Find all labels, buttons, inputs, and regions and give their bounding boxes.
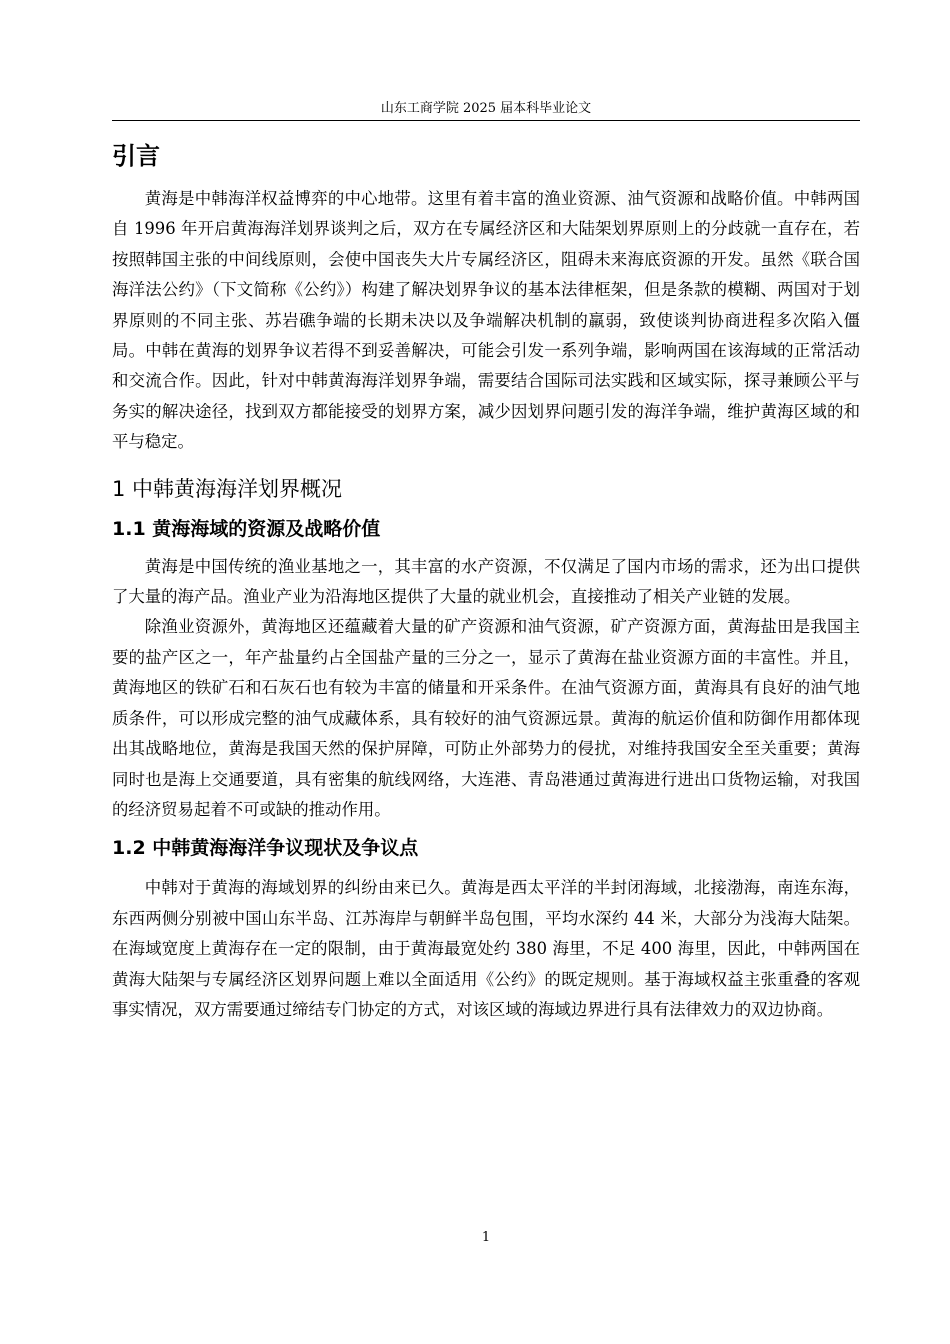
header-rule — [112, 120, 860, 121]
section-1-2-title: 1.2 中韩黄海海洋争议现状及争议点 — [112, 837, 419, 860]
chapter-1-title: 1 中韩黄海海洋划界概况 — [112, 476, 343, 501]
intro-paragraph: 黄海是中韩海洋权益博弈的中心地带。这里有着丰富的渔业资源、油气资源和战略价值。中韩两国自 1996 年开启黄海海洋划界谈判之后，双方在专属经济区和大陆架划界原则上的分歧就一直存在，若按照韩国主张的中间线原则，会使中国丧失大片专属经济区，阻碍未来海底资源的开发。虽然《联合国海洋法公约》（下文简称《公约》）构建了解决划界争议的基本法律框架，但是条款的模糊、两国对于划界原则的不同主张、苏岩礁争端的长期未决以及争端解决机制的羸弱，致使谈判协商进程多次陷入僵局。中韩在黄海的划界争议若得不到妥善解决，可能会引发一系列争端，影响两国在该海域的正常活动和交流合作。因此，针对中韩黄海海洋划界争端，需要结合国际司法实践和区域实际，探寻兼顾公平与务实的解决途径，找到双方都能接受的划界方案，减少因划界问题引发的海洋争端，维护黄海区域的和平与稳定。 — [112, 189, 860, 452]
running-header: 山东工商学院 2025 届本科毕业论文 — [380, 101, 592, 116]
intro-title: 引言 — [112, 142, 160, 170]
section-1-2-paragraph-1: 中韩对于黄海的海域划界的纠纷由来已久。黄海是西太平洋的半封闭海域，北接渤海，南连东海，东西两侧分别被中国山东半岛、江苏海岸与朝鲜半岛包围，平均水深约 44 米，大部分为浅海大陆架。在海域宽度上黄海存在一定的限制，由于黄海最宽处约 380 海里，不足 400 海里，因此，中韩两国在黄海大陆架与专属经济区划界问题上难以全面适用《公约》的既定规则。基于海域权益主张重叠的客观事实情况，双方需要通过缔结专门协定的方式，对该区域的海域边界进行具有法律效力的双边协商。 — [112, 878, 860, 1019]
section-1-1-paragraph-1: 黄海是中国传统的渔业基地之一，其丰富的水产资源，不仅满足了国内市场的需求，还为出口提供了大量的海产品。渔业产业为沿海地区提供了大量的就业机会，直接推动了相关产业链的发展。 — [112, 556, 860, 607]
section-1-1-title: 1.1 黄海海域的资源及战略价值 — [112, 517, 381, 540]
section-1-1-paragraph-2: 除渔业资源外，黄海地区还蕴藏着大量的矿产资源和油气资源，矿产资源方面，黄海盐田是我国主要的盐产区之一，年产盐量约占全国盐产量的三分之一，显示了黄海在盐业资源方面的丰富性。并且，黄海地区的铁矿石和石灰石也有较为丰富的储量和开采条件。在油气资源方面，黄海具有良好的油气地质条件，可以形成完整的油气成藏体系，具有较好的油气资源远景。黄海的航运价值和防御作用都体现出其战略地位，黄海是我国天然的保护屏障，可防止外部势力的侵扰，对维持我国安全至关重要；黄海同时也是海上交通要道，具有密集的航线网络，大连港、青岛港通过黄海进行进出口货物运输，对我国的经济贸易起着不可或缺的推动作用。 — [112, 617, 860, 819]
page-content — [112, 136, 860, 1025]
page-number: 1 — [481, 1230, 491, 1245]
